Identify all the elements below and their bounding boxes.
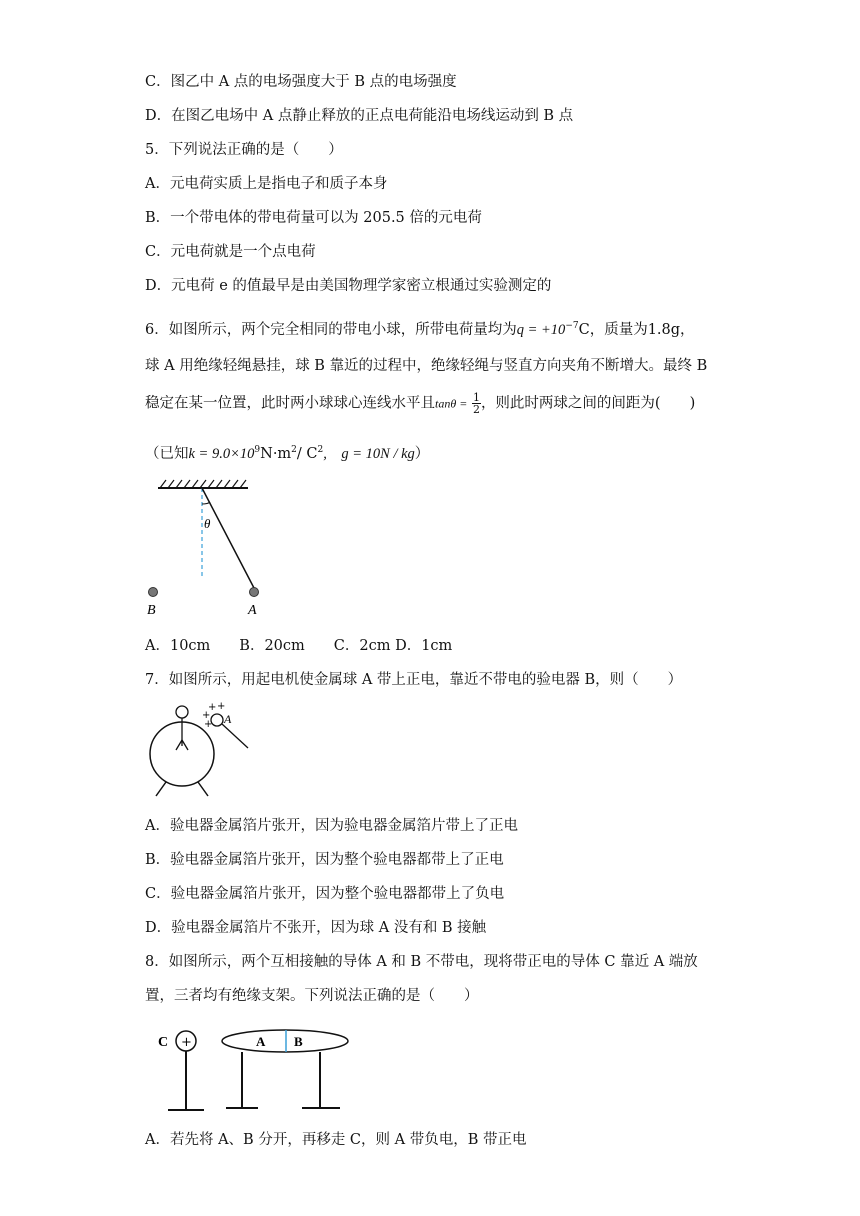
plus-sign: + — [208, 702, 217, 713]
label-b: B — [147, 603, 156, 618]
plus-sign: + — [217, 701, 226, 712]
electroscope-leg-right — [198, 782, 208, 796]
q6-given-open: （已知 — [145, 446, 189, 462]
theta-label: θ — [204, 516, 211, 531]
q7-option-d: D．验电器金属箔片不张开，因为球 A 没有和 B 接触 — [145, 920, 487, 936]
q8-stem-line1: 8．如图所示，两个互相接触的导体 A 和 B 不带电，现将带正电的导体 C 靠近 A 端放 — [145, 954, 698, 970]
q6-frac-denominator: 2 — [472, 403, 480, 416]
q6-stem-line3 — [145, 392, 695, 415]
q6-charge-unit: C — [578, 322, 590, 338]
plus-sign: + — [202, 710, 211, 721]
q8-conductors-figure — [150, 1022, 350, 1118]
q6-given-k-unit: N·m — [260, 446, 292, 462]
electroscope-leg-left — [156, 782, 166, 796]
q7-stem: 7．如图所示，用起电机使金属球 A 带上正电，靠近不带电的验电器 B，则（ ） — [145, 672, 683, 688]
q6-options: A．10cm B．20cm C．2cm D．1cm — [145, 638, 453, 654]
q6-given-m-exp: 2 — [291, 445, 297, 455]
label-a: A — [224, 712, 232, 726]
label-c: C — [158, 1035, 169, 1050]
insulating-handle — [222, 724, 248, 748]
ball-b — [149, 588, 158, 597]
q6-given-c-exp: 2 — [317, 445, 324, 455]
q6-given-k: k = 9.0×10 — [188, 446, 255, 462]
q7-option-a: A．验电器金属箔片张开，因为验电器金属箔片带上了正电 — [145, 818, 518, 834]
q5-stem: 5．下列说法正确的是（ ） — [145, 142, 343, 158]
q8-stem-line2: 置，三者均有绝缘支架。下列说法正确的是（ ） — [145, 988, 479, 1004]
plus-sign: + — [204, 719, 213, 730]
q6-frac-numerator: 1 — [472, 391, 480, 404]
q4-option-d: D．在图乙电场中 A 点静止释放的正点电荷能沿电场线运动到 B 点 — [145, 108, 574, 124]
q6-mass: 1.8g — [647, 322, 681, 338]
label-a: A — [248, 603, 257, 618]
plus-sign: + — [181, 1035, 192, 1050]
q6-stem-text-3: ， — [680, 322, 695, 338]
q7-option-c: C．验电器金属箔片张开，因为整个验电器都带上了负电 — [145, 886, 505, 902]
q6-given-k-exp: 9 — [254, 445, 261, 455]
conductor-ab — [222, 1030, 348, 1052]
metal-ball-a — [211, 714, 223, 726]
q6-stem-text-5: ，则此时两球之间的间距为( ) — [480, 395, 696, 412]
q8-option-a: A．若先将 A、B 分开，再移走 C，则 A 带负电，B 带正电 — [145, 1132, 527, 1148]
q6-tan: tanθ = — [435, 396, 468, 411]
electroscope-knob — [176, 706, 188, 718]
q6-charge-exp: −7 — [565, 321, 579, 331]
q6-fraction — [472, 392, 481, 415]
q5-option-a: A．元电荷实质上是指电子和质子本身 — [145, 176, 388, 192]
q6-given-close: ） — [414, 446, 430, 462]
label-a: A — [256, 1034, 266, 1049]
q6-stem-text: 6．如图所示，两个完全相同的带电小球，所带电荷量均为 — [145, 322, 517, 338]
q6-stem-text-2: ，质量为 — [589, 322, 648, 338]
label-b: B — [294, 1034, 303, 1049]
q6-given-c: / C — [296, 446, 318, 462]
ball-a — [250, 588, 259, 597]
q6-pendulum-figure — [140, 474, 270, 624]
q6-stem-text-4: 稳定在某一位置，此时两小球球心连线水平且 — [145, 395, 435, 412]
q6-given — [145, 440, 429, 464]
q5-option-c: C．元电荷就是一个点电荷 — [145, 244, 316, 260]
q5-option-d: D．元电荷 e 的值最早是由美国物理学家密立根通过实验测定的 — [145, 278, 552, 294]
q6-stem-line1 — [145, 316, 695, 340]
q7-option-b: B．验电器金属箔片张开，因为整个验电器都带上了正电 — [145, 852, 504, 868]
q6-charge: q = +10 — [516, 322, 566, 338]
q7-electroscope-figure — [144, 700, 254, 804]
insulating-rope — [202, 488, 254, 588]
q6-given-g: , g = 10N / kg — [323, 446, 415, 462]
ceiling-hatching — [160, 480, 246, 488]
q4-option-c: C．图乙中 A 点的电场强度大于 B 点的电场强度 — [145, 74, 457, 90]
q5-option-b: B．一个带电体的带电荷量可以为 205.5 倍的元电荷 — [145, 210, 482, 226]
q6-stem-line2: 球 A 用绝缘轻绳悬挂，球 B 靠近的过程中，绝缘轻绳与竖直方向夹角不断增大。最终 B — [145, 358, 708, 374]
angle-arc — [202, 502, 210, 504]
